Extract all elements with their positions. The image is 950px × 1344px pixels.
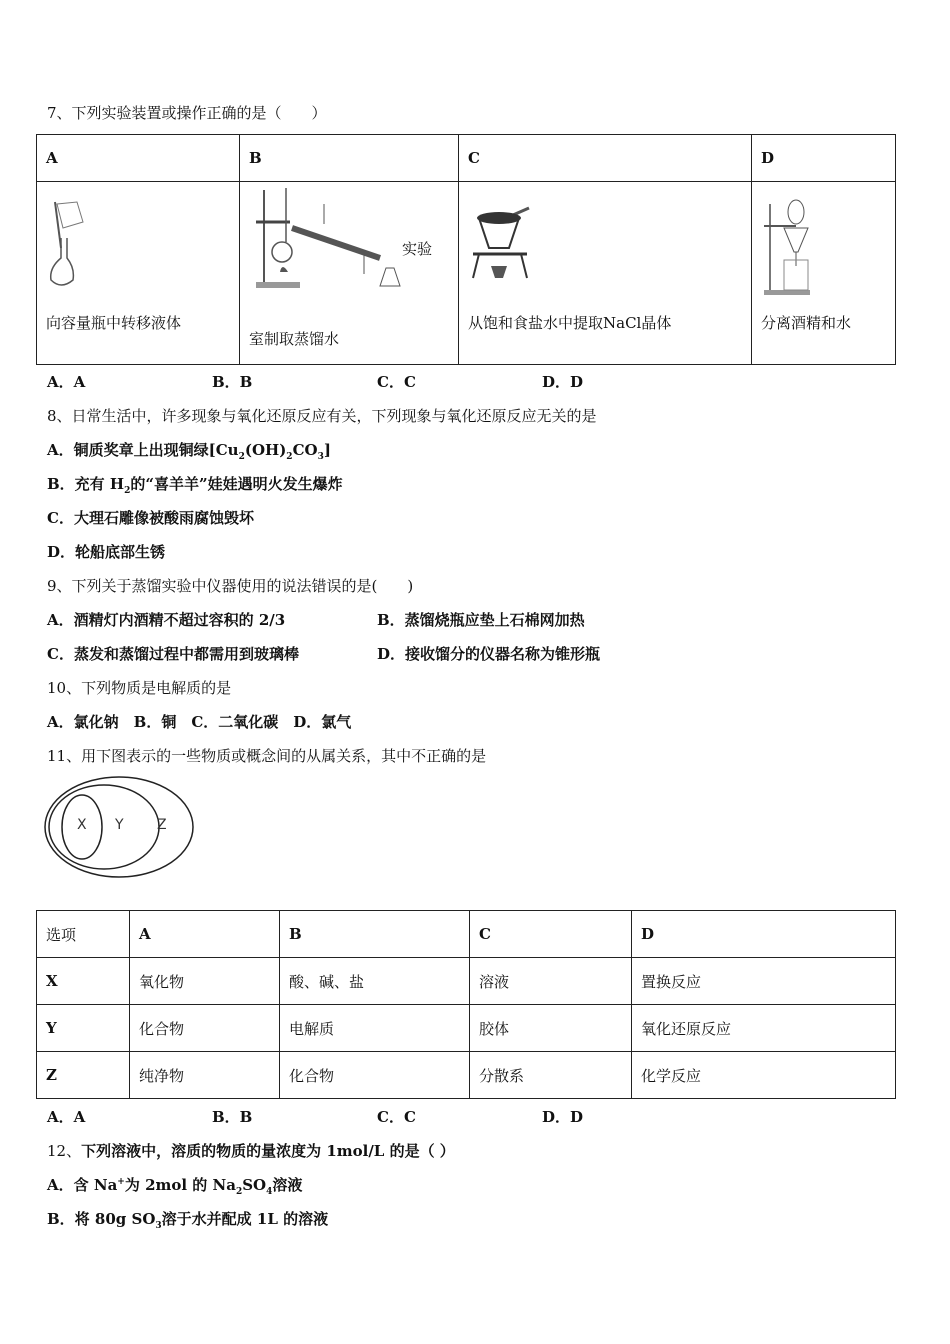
table-cell: D (632, 911, 896, 958)
table-row (37, 1005, 896, 1052)
volumetric-flask-illustration (47, 198, 127, 298)
table-cell: 置换反应 (632, 958, 896, 1005)
text: 为 2mol 的 Na (124, 1176, 236, 1194)
q8-option-d[interactable]: D．轮船底部生锈 (47, 543, 166, 561)
table-cell: 电解质 (280, 1005, 470, 1052)
q7-caption-d: 分离酒精和水 (761, 314, 852, 332)
q7-cell-b (240, 182, 459, 365)
text: 溶于水并配成 1L 的溶液 (161, 1210, 329, 1228)
q11-option-c[interactable]: C．C (377, 1108, 416, 1126)
text: ] (323, 441, 331, 459)
table-cell: 化合物 (280, 1052, 470, 1099)
question-number: 12、 (47, 1142, 82, 1160)
subscript: 2 (286, 452, 293, 462)
diagram-label-y: Y (115, 817, 124, 833)
q7-option-c[interactable]: C．C (377, 373, 416, 391)
q9-option-d[interactable]: D．接收馏分的仪器名称为锥形瓶 (377, 645, 601, 663)
subscript: 2 (124, 486, 131, 496)
text: 下列溶液中，溶质的物质的量浓度为 1mol/L 的是（ ） (81, 1142, 455, 1160)
table-cell: 化学反应 (632, 1052, 896, 1099)
q7-cell-a (37, 182, 240, 365)
q7-cell-c (459, 182, 752, 365)
table-cell: 胶体 (470, 1005, 632, 1052)
q8-stem: 8、日常生活中，许多现象与氧化还原反应有关，下列现象与氧化还原反应无关的是 (47, 407, 597, 425)
text: (OH) (244, 441, 287, 459)
q8-option-c[interactable]: C．大理石雕像被酸雨腐蚀毁坏 (47, 509, 254, 527)
q11-stem: 11、用下图表示的一些物质或概念间的从属关系，其中不正确的是 (47, 747, 487, 765)
q8-option-a[interactable] (47, 439, 331, 462)
table-cell: Y (37, 1005, 130, 1052)
q11-option-b[interactable]: B．B (212, 1108, 253, 1126)
q7-option-a[interactable]: A．A (47, 373, 86, 391)
q7-header-c: C (459, 135, 752, 182)
evaporating-dish-illustration (469, 204, 549, 284)
q7-cell-d (752, 182, 896, 365)
table-cell: C (470, 911, 632, 958)
subscript: 2 (238, 452, 245, 462)
table-cell: 溶液 (470, 958, 632, 1005)
q11-option-d[interactable]: D．D (542, 1108, 584, 1126)
superscript: + (117, 1177, 125, 1187)
table-cell: A (130, 911, 280, 958)
q7-option-b[interactable]: B．B (212, 373, 253, 391)
text: CO (292, 441, 318, 459)
text: B．充有 H (47, 475, 125, 493)
q9-stem: 9、下列关于蒸馏实验中仪器使用的说法错误的是( ) (47, 577, 414, 595)
separatory-funnel-illustration (762, 196, 822, 296)
q11-table (36, 910, 896, 1099)
text: 的“喜羊羊”娃娃遇明火发生爆炸 (130, 475, 343, 493)
q7-header-d: D (752, 135, 896, 182)
table-cell: 氧化物 (130, 958, 280, 1005)
q7-header-b: B (240, 135, 459, 182)
table-cell: 分散系 (470, 1052, 632, 1099)
q10-options[interactable]: A．氯化钠 B．铜 C．二氧化碳 D．氯气 (47, 713, 352, 731)
q7-caption-a: 向容量瓶中转移液体 (46, 314, 182, 332)
text: B．将 80g SO (47, 1210, 156, 1228)
q11-option-a[interactable]: A．A (47, 1108, 86, 1126)
table-cell: 氧化还原反应 (632, 1005, 896, 1052)
q9-option-b[interactable]: B．蒸馏烧瓶应垫上石棉网加热 (377, 611, 585, 629)
text: 溶液 (272, 1176, 303, 1194)
text: SO (242, 1176, 267, 1194)
table-cell: X (37, 958, 130, 1005)
subscript: 3 (155, 1221, 162, 1231)
q7-b-overlay-text: 实验 (402, 240, 433, 258)
q7-caption-c: 从饱和食盐水中提取NaCl晶体 (468, 314, 672, 332)
table-cell: 选项 (37, 911, 130, 958)
subscript: 2 (235, 1187, 243, 1197)
q7-option-d[interactable]: D．D (542, 373, 584, 391)
q10-stem: 10、下列物质是电解质的是 (47, 679, 232, 697)
q8-option-b[interactable] (47, 473, 343, 496)
q9-option-a[interactable]: A．酒精灯内酒精不超过容积的 2/3 (47, 611, 286, 629)
q7-stem: 7、下列实验装置或操作正确的是（ ） (47, 104, 327, 122)
table-cell: 纯净物 (130, 1052, 280, 1099)
q7-caption-b: 室制取蒸馏水 (249, 330, 340, 348)
q7-header-a: A (37, 135, 240, 182)
subscript: 4 (266, 1187, 273, 1197)
text: A．铜质奖章上出现铜绿[Cu (47, 441, 239, 459)
table-row (37, 958, 896, 1005)
subscript: 3 (317, 452, 324, 462)
table-cell: 酸、碱、盐 (280, 958, 470, 1005)
table-row (37, 911, 896, 958)
q7-table (36, 134, 896, 365)
q9-option-c[interactable]: C．蒸发和蒸馏过程中都需用到玻璃棒 (47, 645, 299, 663)
q12-option-b[interactable] (47, 1208, 328, 1231)
table-cell: 化合物 (130, 1005, 280, 1052)
q12-stem (47, 1140, 455, 1161)
diagram-label-x: X (77, 817, 87, 833)
q12-option-a[interactable] (47, 1174, 302, 1197)
table-row (37, 1052, 896, 1099)
table-cell: B (280, 911, 470, 958)
table-cell: Z (37, 1052, 130, 1099)
diagram-label-z: Z (157, 817, 167, 833)
text: A．含 Na (47, 1176, 118, 1194)
